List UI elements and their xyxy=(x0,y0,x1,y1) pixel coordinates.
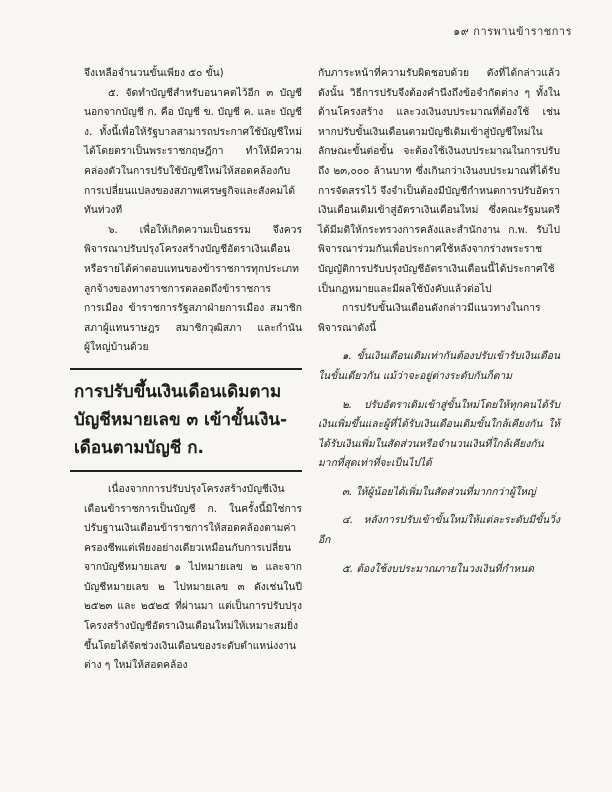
right-column xyxy=(318,64,560,579)
section-body-paragraph: เนื่องจากการปรับปรุงโครงสร้างบัญชีเงินเดือนข้าราชการเป็นบัญชี ก. ในครั้งนี้มิใช่การปรับฐานเงินเดือนข้าราชการให้สอดคล้องตามค่าครองชีพแต่เพียงอย่างเดียวเหมือนกับการเปลี่ยนจากบัญชีหมายเลข ๑ ไปหมายเลข ๒ และจากบัญชีหมายเลข ๒ ไปหมายเลข ๓ ดังเช่นในปี ๒๕๒๓ และ ๒๕๒๕ ที่ผ่านมา แต่เป็นการปรับปรุงโครงสร้างบัญชีอัตราเงินเดือนใหม่ให้เหมาะสมยิ่งขึ้นโดยได้จัดช่วงเงินเดือนของระดับตำแหน่งงานต่าง ๆ ใหม่ให้สอดคล้อง xyxy=(84,482,302,672)
section-heading xyxy=(70,368,302,472)
page-header: ๑๙ การพานข้าราชการ xyxy=(453,25,572,38)
continuation-paragraph: กับภาระหน้าที่ความรับผิดชอบด้วย ดังที่ได้กล่าวแล้ว ดังนั้น วิธีการปรับจึงต้องคำนึงถึงข้อจำกัดต่าง ๆ ทั้งในด้านโครงสร้าง และวงเงินงบประมาณที่ต้องใช้ เช่น หากปรับขั้นเงินเดือนตามบัญชีเดิมเข้าสู่บัญชีใหม่ในลักษณะขั้นต่อขั้น จะต้องใช้เงินงบประมาณในการปรับถึง ๒๓,๐๐๐ ล้านบาท ซึ่งเกินกว่าเงินงบประมาณที่ได้รับการจัดสรรไว้ จึงจำเป็นต้องมีบัญชีกำหนดการปรับอัตราเงินเดือนเดิมเข้าสู่อัตราเงินเดือนใหม่ ซึ่งคณะรัฐมนตรีได้มีมติให้กระทรวงการคลังและสำนักงาน ก.พ. รับไปพิจารณาร่วมกันเพื่อประกาศใช้หลังจากร่างพระราชบัญญัติการปรับปรุงบัญชีอัตราเงินเดือนนี้ได้ประกาศใช้เป็นกฎหมายและมีผลใช้บังคับแล้วต่อไป xyxy=(318,67,560,295)
guidelines-intro: การปรับขั้นเงินเดือนดังกล่าวมีแนวทางในการพิจารณาดังนี้ xyxy=(318,302,541,334)
guideline-item: ๕. ต้องใช้งบประมาณภายในวงเงินที่กำหนด xyxy=(342,562,534,575)
guideline-item: ๒. ปรับอัตราเดิมเข้าสู่ขั้นใหม่โดยให้ทุกคนได้รับเงินเพิ่มขึ้นและผู้ที่ได้รับเงินเดือนเดิมขั้นใกล้เคียงกัน ให้ได้รับเงินเพิ่มในสัดส่วนหรือจำนวนเงินที่ใกล้เคียงกันมากที่สุดเท่าที่จะเป็นไปได้ xyxy=(318,398,560,470)
left-column xyxy=(74,64,302,676)
heading-line-1: การปรับขึ้นเงินเดือนเดิมตาม xyxy=(74,381,282,402)
heading-line-3: เดือนตามบัญชี ก. xyxy=(74,437,204,458)
guideline-item: ๓. ให้ผู้น้อยได้เพิ่มในสัดส่วนที่มากกว่าผู้ใหญ่ xyxy=(342,485,536,498)
guideline-item: ๑. ขั้นเงินเดือนเดิมเท่ากันต้องปรับเข้ารับเงินเดือนในขั้นเดียวกัน แม้ว่าจะอยู่ต่างระดับกันก็ตาม xyxy=(318,350,560,382)
guideline-item: ๔. หลังการปรับเข้าขั้นใหม่ให้แต่ละระดับมีขั้นวิ่งอีก xyxy=(318,514,560,547)
heading-line-2: บัญชีหมายเลข ๓ เข้าขั้นเงิน- xyxy=(74,409,288,430)
item-5-paragraph: ๕. จัดทำบัญชีสำหรับอนาคตไว้อีก ๓ บัญชี นอกจากบัญชี ก. คือ บัญชี ข. บัญชี ค. และ บัญชี ง. ทั้งนี้เพื่อให้รัฐบาลสามารถประกาศใช้บัญชีใหม่ได้โดยตราเป็นพระราชกฤษฎีกา ทำให้มีความคล่องตัวในการปรับใช้บัญชีใหม่ให้สอดคล้องกับการเปลี่ยนแปลงของสภาพเศรษฐกิจและสังคมได้ทันท่วงที xyxy=(84,86,302,217)
continuation-text: จึงเหลือจำนวนขั้นเพียง ๕๐ ขั้น) xyxy=(84,67,224,79)
item-6-paragraph: ๖. เพื่อให้เกิดความเป็นธรรม จึงควรพิจารณาปรับปรุงโครงสร้างบัญชีอัตราเงินเดือนหรือรายได้ค่าตอบแทนของข้าราชการทุกประเภท ลูกจ้างของทางราชการตลอดถึงข้าราชการการเมือง ข้าราชการรัฐสภาฝ่ายการเมือง สมาชิกสภาผู้แทนราษฎร สมาชิกวุฒิสภา และกำนันผู้ใหญ่บ้านด้วย xyxy=(84,223,302,354)
